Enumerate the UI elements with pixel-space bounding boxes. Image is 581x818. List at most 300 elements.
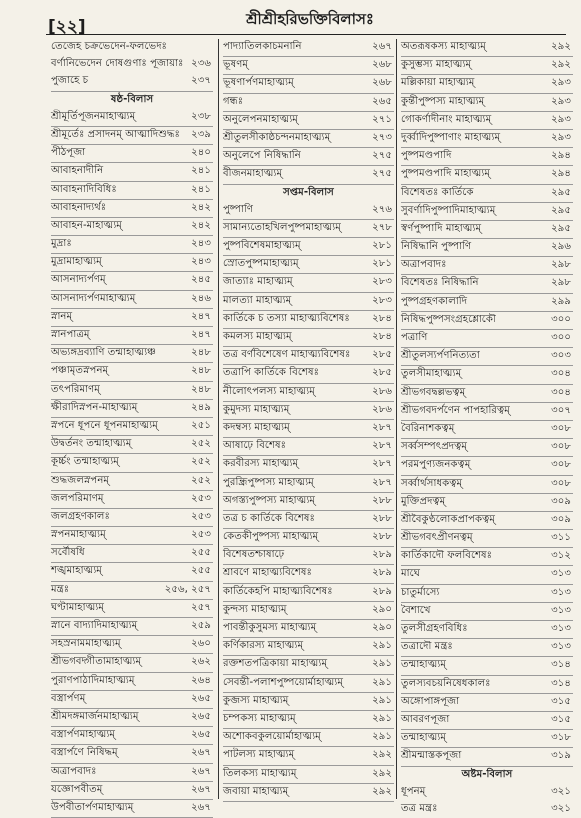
toc-entry-title: যজ্ঞোপবীতম্ bbox=[51, 783, 103, 795]
toc-entry-page: ২৫২ bbox=[191, 474, 211, 486]
page-header bbox=[0, 0, 581, 37]
toc-entry-title: তেজেহ চক্রভেদেন-ফলভেদঃ bbox=[51, 41, 167, 52]
toc-entry bbox=[223, 256, 394, 274]
toc-entry bbox=[401, 494, 573, 512]
toc-entry-title: শ্রাবণে মাহাত্ম্যবিশেষঃ bbox=[223, 567, 312, 579]
toc-entry bbox=[401, 239, 573, 257]
toc-entry bbox=[51, 600, 213, 618]
toc-entry-page: ২৯৩ bbox=[551, 77, 571, 89]
toc-entry bbox=[51, 109, 213, 127]
toc-entry-page: ২৭১ bbox=[372, 113, 392, 125]
toc-entry bbox=[401, 801, 573, 818]
toc-entry-title: তত্রাদৌ মন্ত্রঃ bbox=[401, 641, 453, 653]
toc-entry-title: স্বর্ণপুষ্পাদি মাহাত্ম্যম্ bbox=[401, 222, 482, 234]
toc-entry-title: শ্রীভগবৎপ্রীণনত্বম্ bbox=[401, 532, 473, 544]
toc-entry-title: চাতুর্মাস্যে bbox=[401, 586, 440, 598]
toc-entry-page: ২৪৮ bbox=[191, 365, 211, 377]
toc-entry bbox=[51, 436, 213, 454]
toc-entry-page: ২৯১ bbox=[372, 731, 392, 743]
toc-entry-title: আষাঢ়ে বিশেষঃ bbox=[223, 440, 287, 452]
toc-entry bbox=[401, 166, 573, 184]
toc-entry-title: অগস্ত্যপুষ্পস্য মাহাত্ম্যম্ bbox=[223, 494, 316, 506]
toc-entry bbox=[401, 112, 573, 130]
toc-entry-title: কার্তিকে চ তস্যা মাহাত্ম্যবিশেষঃ bbox=[223, 312, 350, 324]
toc-entry-page: ২৬৫ bbox=[372, 95, 392, 107]
toc-entry-title: পুষ্পমণ্ডপাদি মাহাত্ম্যম্ bbox=[401, 168, 491, 180]
toc-entry-title: শ্রীতুলস্যর্পণনিত্যতা bbox=[401, 350, 480, 362]
toc-entry bbox=[51, 182, 213, 200]
toc-entry bbox=[51, 309, 213, 327]
toc-entry-page: ২৮১ bbox=[372, 240, 392, 252]
toc-entry bbox=[401, 639, 573, 657]
toc-entry-page: ২৬৫ bbox=[191, 729, 211, 741]
toc-entry-page: ২৪৭ bbox=[191, 310, 211, 322]
toc-entry-title: সর্ব্বসম্পৎপ্রদত্বম্ bbox=[401, 441, 468, 453]
toc-entry-title: ভূষণম্ bbox=[223, 59, 249, 71]
toc-entry bbox=[51, 254, 213, 272]
toc-entry bbox=[223, 620, 394, 638]
toc-entry bbox=[51, 454, 213, 472]
toc-entry-page: ২৮৬ bbox=[372, 403, 392, 415]
toc-entry-title: শ্রীমূর্তেঃ প্রসাদনম্ আত্মাদিশুদ্ধঃ bbox=[51, 128, 180, 140]
toc-entry-page: ২৫৩ bbox=[191, 510, 211, 522]
toc-entry bbox=[223, 384, 394, 402]
toc-entry bbox=[51, 272, 213, 290]
toc-entry-title: স্নপনে ধূপনে ধূপনমাহাত্ম্যম্ bbox=[51, 419, 158, 431]
toc-entry-title: উদ্বর্তনং তন্মাহাত্ম্যম্ bbox=[51, 438, 132, 450]
toc-entry-page: ২৬৭ bbox=[191, 783, 211, 795]
toc-entry bbox=[223, 365, 394, 383]
toc-entry-page: ৩০৩ bbox=[551, 350, 571, 362]
toc-entry-page: ২৮৬ bbox=[372, 385, 392, 397]
toc-entry bbox=[223, 784, 394, 802]
toc-entry-title: শ্রীভগবদ্গীতামাহাত্ম্যম্ bbox=[51, 656, 142, 668]
toc-entry-page: ২৫৫ bbox=[191, 565, 211, 577]
toc-entry bbox=[401, 275, 573, 293]
toc-entry-title: শঙ্খমাহাত্ম্যম্ bbox=[51, 565, 102, 577]
toc-entry bbox=[51, 473, 213, 491]
toc-entry-title: শ্রীভগবদ্বল্লভত্বম্ bbox=[401, 386, 466, 398]
toc-column-3 bbox=[396, 39, 573, 814]
toc-entry bbox=[51, 691, 213, 709]
toc-entry-title: শ্রীমূর্তিপূজনমাহাত্ম্যম্ bbox=[51, 110, 136, 122]
toc-entry bbox=[51, 709, 213, 727]
toc-entry-page: ৩০৮ bbox=[551, 422, 571, 434]
toc-entry bbox=[223, 166, 394, 184]
toc-entry bbox=[51, 782, 213, 800]
toc-entry-title: ক্ষীরাদিস্নপন-মাহাত্ম্যম্ bbox=[51, 401, 138, 413]
toc-entry-title: সুবর্ণাদিপুষ্পাদিমাহাত্ম্যম্ bbox=[401, 204, 496, 216]
toc-entry-title: কমলস্য মাহাত্ম্যম্ bbox=[223, 331, 292, 342]
toc-entry-page: ৩০৮ bbox=[551, 459, 571, 471]
toc-entry bbox=[51, 363, 213, 381]
toc-entry bbox=[401, 603, 573, 621]
toc-entry bbox=[51, 73, 213, 91]
toc-entry bbox=[401, 94, 573, 112]
toc-entry-title: বিশেষতঃ নিষিদ্ধানি bbox=[401, 277, 479, 289]
toc-entry bbox=[51, 527, 213, 545]
toc-entry-page: ২৪৬ bbox=[191, 292, 211, 304]
toc-entry-title: কুমুদস্য মাহাত্ম্যম্ bbox=[223, 403, 290, 415]
toc-entry bbox=[223, 584, 394, 602]
toc-entry-page: ২৫৬, ২৫৭ bbox=[164, 583, 211, 595]
toc-entry bbox=[51, 382, 213, 400]
toc-entry-title: জাত্যাঃ মাহাত্ম্যম্ bbox=[223, 276, 293, 288]
toc-entry bbox=[51, 509, 213, 527]
toc-entry-title: নিষিদ্ধপুষ্পসংগ্রহশ্লোকৌ bbox=[401, 313, 496, 325]
toc-entry bbox=[401, 203, 573, 221]
toc-entry bbox=[401, 403, 573, 421]
toc-column-2 bbox=[218, 39, 394, 799]
toc-entry-title: পুষ্পমণ্ডপাদি bbox=[401, 150, 452, 162]
toc-entry bbox=[401, 312, 573, 330]
toc-entry bbox=[401, 148, 573, 166]
toc-entry-page: ২৯৩ bbox=[551, 113, 571, 125]
toc-entry-page: ৩১৪ bbox=[551, 677, 571, 689]
toc-entry-page: ২৩৯ bbox=[191, 128, 211, 140]
toc-entry-title: তৎপরিমাণম্ bbox=[51, 383, 100, 395]
toc-entry-title: কুসুম্ভস্য মাহাত্ম্যম্ bbox=[401, 59, 472, 71]
toc-entry bbox=[51, 345, 213, 363]
toc-entry bbox=[51, 291, 213, 309]
toc-entry-title: সর্বৌষধি bbox=[51, 547, 85, 559]
toc-entry-page: ২৯৪ bbox=[551, 168, 571, 180]
section-heading-text: ষষ্ঠ-বিলাস bbox=[110, 93, 154, 105]
toc-entry-page: ২৬৭ bbox=[191, 801, 211, 813]
toc-entry-page: ৩১৪ bbox=[551, 659, 571, 671]
toc-entry-title: তত্র বর্ণবিশেষেণ মাহাত্ম্যবিশেষঃ bbox=[223, 349, 351, 361]
toc-entry-page: ৩১১ bbox=[551, 532, 571, 544]
toc-entry bbox=[401, 676, 573, 694]
toc-entry-page: ২৩৬ bbox=[191, 58, 211, 70]
page-title: শ্রীশ্রীহরিভক্তিবিলাসঃ bbox=[246, 10, 374, 28]
toc-entry bbox=[223, 402, 394, 420]
toc-entry-page: ২৯৩ bbox=[551, 95, 571, 107]
toc-entry-page: ২৯৮ bbox=[551, 277, 571, 289]
toc-entry-page: ২৪১ bbox=[191, 165, 211, 177]
toc-entry-page: ২৫২ bbox=[191, 456, 211, 468]
toc-entry bbox=[401, 548, 573, 566]
toc-entry-page: ৩০০ bbox=[551, 332, 571, 343]
toc-entry-page: ৩১৩ bbox=[551, 604, 571, 616]
toc-entry bbox=[223, 493, 394, 511]
toc-entry-page: ২৯৪ bbox=[551, 150, 571, 162]
toc-entry-page: ২৯৫ bbox=[551, 204, 571, 216]
toc-entry-title: অত্রাপবাদঃ bbox=[401, 259, 447, 271]
toc-entry-title: স্নানে বাদ্যাদিমাহাত্ম্যম্ bbox=[51, 620, 138, 631]
toc-entry-page: ৩১৩ bbox=[551, 623, 571, 634]
toc-entry bbox=[223, 130, 394, 148]
toc-entry-title: কুন্তীপুষ্পস্য মাহাত্ম্যম্ bbox=[401, 95, 485, 107]
toc-entry-page: ২৬৭ bbox=[191, 747, 211, 759]
toc-entry-page: ৩১৫ bbox=[551, 695, 571, 707]
toc-entry-page: ২৫৯ bbox=[191, 620, 211, 631]
toc-entry-page: ২৮৭ bbox=[372, 458, 392, 470]
toc-entry-title: ঘণ্টামাহাত্ম্যম্ bbox=[51, 601, 105, 613]
toc-entry bbox=[401, 439, 573, 457]
toc-entry-page: ২৮৫ bbox=[372, 367, 392, 379]
toc-entry-title: মুদ্রামাহাত্ম্যম্ bbox=[51, 256, 102, 268]
toc-entry bbox=[223, 747, 394, 765]
toc-entry-page: ২৯২ bbox=[372, 785, 392, 797]
toc-entry bbox=[401, 185, 573, 203]
toc-entry-title: কার্তিকেহপি মাহাত্ম্যবিশেষঃ bbox=[223, 585, 333, 597]
toc-entry-title: শ্রীমন্মাস্তকপূজা bbox=[401, 750, 462, 762]
toc-entry bbox=[51, 745, 213, 763]
toc-entry-page: ২৯৫ bbox=[551, 222, 571, 234]
toc-entry bbox=[223, 638, 394, 656]
toc-entry-page: ২৮৭ bbox=[372, 421, 392, 433]
toc-entry bbox=[401, 748, 573, 766]
toc-entry-page: ২৪৫ bbox=[191, 274, 211, 286]
toc-entry bbox=[223, 94, 394, 112]
toc-entry bbox=[51, 39, 213, 56]
toc-entry-title: অশোকবকুলয়োর্মাহাত্ম্যম্ bbox=[223, 731, 321, 743]
toc-entry bbox=[401, 348, 573, 366]
toc-entry-title: দুর্ব্বাদিপুষ্পাণাং মাহাত্ম্যম্ bbox=[401, 131, 501, 143]
toc-entry-title: আসনাদ্যর্পণমাহাত্ম্যম্ bbox=[51, 292, 136, 304]
toc-entry bbox=[223, 238, 394, 256]
toc-entry bbox=[51, 545, 213, 563]
toc-entry-title: মাঘে bbox=[401, 568, 420, 580]
toc-entry-title: পাদ্যাতিলকাচমনানি bbox=[223, 41, 302, 52]
toc-entry bbox=[223, 456, 394, 474]
toc-entry-page: ২৭৬ bbox=[372, 203, 392, 215]
toc-entry-title: পীঠপূজা bbox=[51, 147, 86, 159]
toc-entry bbox=[51, 418, 213, 436]
toc-entry bbox=[401, 712, 573, 730]
toc-entry bbox=[401, 566, 573, 584]
toc-entry-page: ২৫১ bbox=[191, 419, 211, 431]
toc-entry bbox=[223, 675, 394, 693]
toc-entry bbox=[223, 729, 394, 747]
toc-entry-page: ২৬৮ bbox=[372, 77, 392, 89]
toc-entry-title: তত্রাপি কার্তিকে বিশেষঃ bbox=[223, 367, 320, 379]
toc-entry-title: কুন্দস্য মাহাত্ম্যম্ bbox=[223, 603, 287, 615]
toc-entry bbox=[401, 57, 573, 75]
toc-entry bbox=[51, 800, 213, 818]
toc-entry-page: ২৪৮ bbox=[191, 347, 211, 359]
toc-entry bbox=[51, 764, 213, 782]
toc-entry bbox=[401, 730, 573, 748]
toc-entry-page: ২৮৮ bbox=[372, 494, 392, 506]
toc-entry-page: ২৪৭ bbox=[191, 329, 211, 340]
toc-entry-title: অতরূষকস্য মাহাত্ম্যম্ bbox=[401, 41, 486, 52]
toc-entry bbox=[223, 311, 394, 329]
toc-entry-title: তিলকস্য মাহাত্ম্যম্ bbox=[223, 767, 297, 779]
toc-entry-page: ২৮৪ bbox=[372, 331, 392, 342]
toc-entry bbox=[223, 511, 394, 529]
toc-entry bbox=[401, 257, 573, 275]
toc-entry bbox=[401, 476, 573, 494]
toc-entry-title: আবাহনাদ্যর্থঃ bbox=[51, 201, 107, 213]
toc-entry-page: ২৮৯ bbox=[372, 585, 392, 597]
toc-entry-page: ২৯১ bbox=[372, 658, 392, 670]
toc-entry-page: ২৭৫ bbox=[372, 168, 392, 180]
toc-entry-title: মন্ত্রঃ bbox=[51, 583, 70, 595]
toc-entry-page: ২৯২ bbox=[372, 749, 392, 761]
section-heading bbox=[223, 185, 394, 202]
toc-entry-page: ২৪৩ bbox=[191, 238, 211, 250]
toc-entry-title: করবীরস্য মাহাত্ম্যম্ bbox=[223, 458, 299, 470]
toc-entry-page: ২৫৫ bbox=[191, 547, 211, 559]
toc-entry-title: জলগ্রহণকালঃ bbox=[51, 510, 110, 522]
toc-entry-title: পুরন্ধ্রিপুষ্পস্য মাহাত্ম্যম্ bbox=[223, 476, 314, 488]
page-number: [২২] bbox=[48, 17, 86, 37]
toc-entry-title: মালত্যা মাহাত্ম্যম্ bbox=[223, 294, 292, 306]
toc-entry-title: তত্র চ কার্তিকে বিশেষঃ bbox=[223, 512, 315, 524]
toc-entry-page: ৩০০ bbox=[551, 313, 571, 325]
toc-entry bbox=[401, 221, 573, 239]
toc-entry-title: স্রোতপুষ্পমাহাত্ম্যম্ bbox=[223, 258, 299, 270]
toc-entry-page: ২৫৩ bbox=[191, 529, 211, 541]
toc-entry-page: ২৬২ bbox=[191, 656, 211, 668]
toc-entry bbox=[401, 657, 573, 675]
toc-entry-page: ২৮৭ bbox=[372, 476, 392, 488]
toc-entry-title: কার্তিকাদৌ ফলবিশেষঃ bbox=[401, 550, 493, 562]
toc-entry bbox=[223, 220, 394, 238]
toc-entry-title: শ্রীমদঙ্গমার্জনমাহাত্ম্যম্ bbox=[51, 710, 139, 722]
toc-entry-page: ২৬৮ bbox=[372, 59, 392, 71]
toc-entry bbox=[401, 330, 573, 348]
toc-entry-title: আবাহনাদিবিধিঃ bbox=[51, 183, 117, 195]
toc-entry-title: ধূপনম্ bbox=[401, 785, 426, 797]
toc-entry-page: ২৮৭ bbox=[372, 440, 392, 452]
toc-entry-title: জলপরিমাণম্ bbox=[51, 492, 104, 504]
toc-entry bbox=[401, 694, 573, 712]
toc-entry bbox=[51, 127, 213, 145]
toc-entry bbox=[51, 145, 213, 163]
toc-entry-title: আবরণপূজা bbox=[401, 713, 450, 725]
toc-entry-page: ৩১৯ bbox=[551, 750, 571, 762]
toc-entry-page: ২৯৬ bbox=[551, 241, 571, 253]
toc-entry-title: ভূষণার্পণমাহাত্ম্যম্ bbox=[223, 77, 294, 89]
toc-entry bbox=[51, 673, 213, 691]
toc-entry-title: বৈশাখে bbox=[401, 604, 431, 616]
toc-entry-title: শ্রীবৈকুণ্ঠলোকপ্রাপকত্বম্ bbox=[401, 513, 496, 525]
toc-entry bbox=[51, 200, 213, 218]
toc-entry-page: ২৯২ bbox=[551, 41, 571, 52]
toc-entry-title: মুদ্রাঃ bbox=[51, 238, 72, 250]
toc-entry-page: ৩১৩ bbox=[551, 641, 571, 653]
toc-entry-title: সর্ব্বার্থসাধকত্বম্ bbox=[401, 477, 463, 489]
toc-entry-page: ২৯০ bbox=[372, 603, 392, 615]
toc-entry-page: ২৪৯ bbox=[191, 401, 211, 413]
toc-entry-page: ২৯২ bbox=[551, 59, 571, 71]
toc-entry-title: সহস্রনামমাহাত্ম্যম্ bbox=[51, 638, 121, 650]
toc-entry-page: ২৪৩ bbox=[191, 256, 211, 268]
toc-entry bbox=[223, 112, 394, 130]
toc-entry-title: অনুলেপে নিষিদ্ধানি bbox=[223, 150, 301, 162]
toc-entry-page: ২৯০ bbox=[372, 622, 392, 633]
toc-entry-title: আবাহন-মাহাত্ম্যম্ bbox=[51, 219, 122, 231]
toc-entry-title: পুরাণপাঠাদিমাহাত্ম্যম্ bbox=[51, 674, 135, 686]
toc-entry-title: কেতকীপুষ্পস্য মাহাত্ম্যম্ bbox=[223, 531, 319, 543]
toc-entry-page: ৩০৮ bbox=[551, 441, 571, 453]
toc-entry bbox=[51, 491, 213, 509]
toc-entry-page: ৩০৯ bbox=[551, 495, 571, 507]
toc-entry-page: ২৮৫ bbox=[372, 349, 392, 361]
toc-entry-page: ৩১৩ bbox=[551, 586, 571, 598]
toc-entry bbox=[51, 727, 213, 745]
toc-entry-page: ৩০৪ bbox=[551, 386, 571, 398]
toc-entry-title: বীজনমাহাত্ম্যম্ bbox=[223, 168, 283, 180]
toc-entry-page: ৩১২ bbox=[551, 550, 571, 562]
toc-entry bbox=[223, 293, 394, 311]
toc-entry-title: অনুলেপনমাহাত্ম্যম্ bbox=[223, 113, 298, 125]
toc-entry-title: তুলস্যবচয়নিষেধকালঃ bbox=[401, 677, 491, 689]
toc-entry-title: শ্রীভগবদর্পণেন পাপহারিত্বম্ bbox=[401, 404, 510, 416]
toc-entry-title: রক্তশতপত্রিকায়া মাহাত্ম্যম্ bbox=[223, 658, 328, 670]
toc-entry bbox=[401, 39, 573, 57]
toc-entry bbox=[223, 547, 394, 565]
toc-entry-page: ২৫৭ bbox=[191, 601, 211, 613]
toc-entry bbox=[223, 347, 394, 365]
toc-entry-page: ৩০৯ bbox=[551, 513, 571, 525]
toc-entry-page: ২৯৫ bbox=[551, 186, 571, 198]
toc-entry-title: উপবীতার্পণমাহাত্ম্যম্ bbox=[51, 801, 134, 813]
toc-entry-page: ২৬০ bbox=[191, 638, 211, 650]
toc-entry-page: ২৪২ bbox=[191, 201, 211, 213]
toc-entry-title: স্নানপাত্রম্ bbox=[51, 329, 90, 340]
toc-entry bbox=[223, 420, 394, 438]
toc-entry-title: বস্ত্রার্পণম্ bbox=[51, 692, 86, 704]
toc-entry-title: তুলসীগ্রহণবিধিঃ bbox=[401, 623, 468, 634]
toc-entry bbox=[223, 75, 394, 93]
toc-entry-page: ২৮১ bbox=[372, 258, 392, 270]
toc-entry-page: ২৯১ bbox=[372, 694, 392, 706]
toc-entry-page: ২৭৫ bbox=[372, 150, 392, 162]
toc-entry-title: বৈরিনাশকত্বম্ bbox=[401, 422, 455, 434]
toc-entry-title: অত্রাপবাদঃ bbox=[51, 765, 97, 777]
toc-entry-title: বস্ত্রার্পণমাহাত্ম্যম্ bbox=[51, 729, 116, 741]
toc-entry-page: ২৭৮ bbox=[372, 221, 392, 233]
toc-entry-page: ২৮৯ bbox=[372, 567, 392, 579]
toc-entry-title: নীলোৎপলস্য মাহাত্ম্যম্ bbox=[223, 385, 315, 397]
toc-entry bbox=[401, 294, 573, 312]
toc-entry-page: ৩০৪ bbox=[551, 368, 571, 380]
toc-entry-page: ২৯২ bbox=[372, 767, 392, 779]
toc-entry-title: মুক্তিপ্রদত্বম্ bbox=[401, 495, 446, 507]
toc-entry-title: পুষ্পাণি bbox=[223, 203, 254, 215]
toc-entry bbox=[223, 202, 394, 220]
toc-entry-page: ২৪২ bbox=[191, 219, 211, 231]
toc-entry-title: তন্মাহাত্ম্যম্ bbox=[401, 659, 447, 671]
toc-entry bbox=[223, 329, 394, 347]
toc-entry bbox=[51, 582, 213, 600]
toc-entry-page: ২৯১ bbox=[372, 640, 392, 652]
toc-entry-page: ২৮৮ bbox=[372, 531, 392, 543]
toc-entry bbox=[401, 421, 573, 439]
toc-entry bbox=[401, 512, 573, 530]
toc-entry-page: ২৬৫ bbox=[191, 692, 211, 704]
toc-entry-title: স্নানম্ bbox=[51, 310, 73, 322]
toc-entry-title: বিশেষতঃ কার্তিকে bbox=[401, 186, 474, 198]
toc-entry-page: ২৯১ bbox=[372, 676, 392, 688]
toc-entry bbox=[401, 366, 573, 384]
toc-entry-page: ২৮৯ bbox=[372, 549, 392, 561]
toc-entry-title: গন্ধঃ bbox=[223, 95, 244, 107]
toc-entry-title: পরমপুণ্যজনকত্বম্ bbox=[401, 459, 471, 471]
toc-entry bbox=[401, 621, 573, 639]
toc-entry-page: ২৭৩ bbox=[372, 131, 392, 143]
toc-entry bbox=[223, 57, 394, 75]
toc-entry bbox=[401, 585, 573, 603]
toc-entry-title: বিশেষতশ্চাষাঢ়ে bbox=[223, 549, 285, 561]
header-rule bbox=[46, 34, 566, 35]
toc-entry-page: ২৪০ bbox=[191, 147, 211, 159]
toc-entry bbox=[401, 75, 573, 93]
